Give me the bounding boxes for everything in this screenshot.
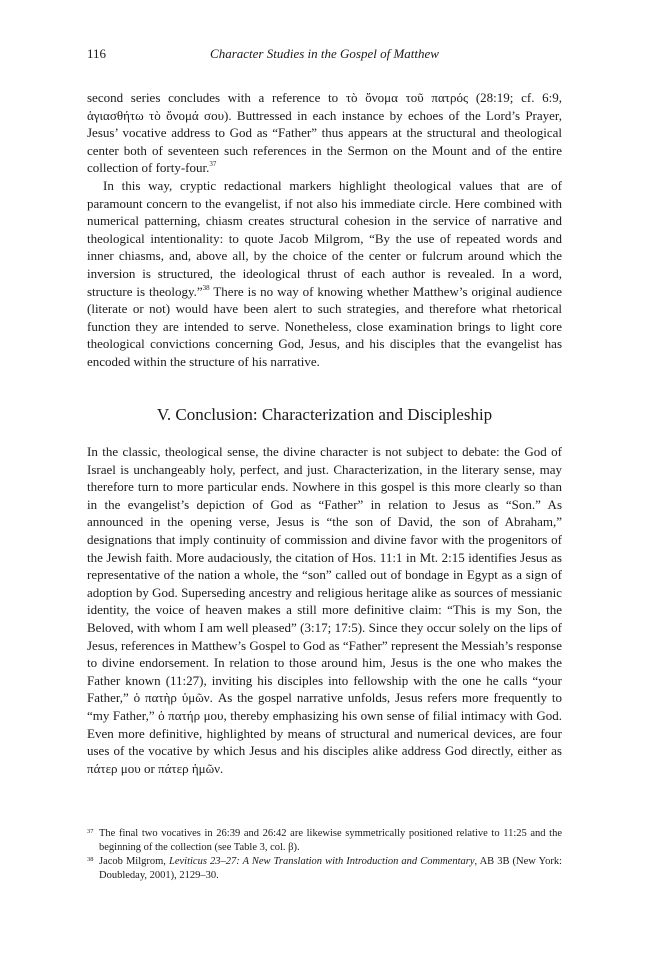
section-heading: V. Conclusion: Characterization and Discipleship	[156, 405, 493, 424]
paragraph-2-text-b: There is no way of knowing whether Matthew’s original audience (literate or not) would have been alert to such strategies, and therefore what rhetorical function they are intended to serve. Nonetheless, close examination brings to light core theological convictions concerning God, Jesus, and his disciples that the evangelist has encoded within the structure of his narrative.	[87, 283, 562, 369]
paragraph-1-text: second series concludes with a reference to τὸ ὄνομα τοῦ πατρός (28:19; cf. 6:9, ἁγιασθήτω τὸ ὄνομά σου). Buttressed in each instance by echoes of the Lord’s Prayer, Jesus’ vocative address to God as “Father” thus appears at the structural and theological center both of seventeen such references in the Sermon on the Mount and of the entire collection of forty-four.	[87, 90, 562, 176]
footnote-38-citation: , AB 3B (New York: Doubleday, 2001), 2129–30.	[99, 856, 562, 881]
paragraph-2-text-a: In this way, cryptic redactional markers highlight theological values that are of paramount concern to the evangelist, if not also his immediate circle. Here combined with numerical patterning, chiasm creates structural cohesion in the service of narrative and theological intentionality: to quote Jacob Milgrom, “By the use of repeated words and inner chiasms, and, above all, by the choice of the center or fulcrum around which the inversion is structured, the ideological thrust of each author is revealed. In a word, structure is theology.”	[87, 177, 562, 299]
footnote-37	[87, 827, 562, 855]
conclusion-text	[87, 443, 562, 777]
body-text	[87, 89, 562, 371]
paragraph-2	[87, 177, 562, 371]
footnote-mark-37: 37	[87, 828, 94, 835]
footnotes	[87, 827, 562, 883]
conclusion-paragraph: In the classic, theological sense, the divine character is not subject to debate: the God of Israel is unchangeably holy, perfect, and just. Characterization, in the literary sense, may therefore turn to more particular ends. Nowhere in this gospel is this more clearly so than in the evangelist’s depiction of God as “Father” in relation to Jesus as “Son.” As announced in the opening verse, Jesus is “the son of David, the son of Abraham,” designations that imply continuity of commission and divine favor with the progenitors of the Jewish faith. More audaciously, the citation of Hos. 11:1 in Mt. 2:15 identifies Jesus as representative of the nation a whole, the “son” called out of bondage in Egypt as a sign of adoption by God. Superseding ancestry and religious heritage alike as sources of messianic identity, the voice of heaven makes a still more definitive claim: “This is my Son, the Beloved, with whom I am well pleased” (3:17; 17:5). Since they occur solely on the lips of Jesus, references in Matthew’s Gospel to God as “Father” represent the Messiah’s response to divine endorsement. In relation to those around him, Jesus is the one who makes the Father known (11:27), inviting his disciples into fellowship with the one he calls “your Father,” ὁ πατὴρ ὑμῶν. As the gospel narrative unfolds, Jesus refers more frequently to “my Father,” ὁ πατήρ μου, thereby emphasizing his own sense of filial intimacy with God. Even more definitive, highlighted by means of structural and numerical devices, are four uses of the vocative by which Jesus and his disciples alike address God directly, either as πάτερ μου or πάτερ ἡμῶν.	[87, 444, 562, 776]
footnote-mark-38: 38	[87, 856, 94, 863]
paragraph-1	[87, 89, 562, 177]
footnote-ref-38[interactable]: 38	[202, 283, 210, 292]
footnote-ref-37[interactable]: 37	[209, 160, 217, 169]
page-number: 116	[87, 46, 107, 61]
running-title: Character Studies in the Gospel of Matthew	[210, 46, 439, 61]
footnote-38	[87, 855, 562, 883]
footnote-38-book-title: Leviticus 23–27: A New Translation with Introduction and Commentary	[169, 856, 475, 867]
footnote-37-text: The final two vocatives in 26:39 and 26:42 are likewise symmetrically positioned relative to 11:25 and the beginning of the collection (see Table 3, col. β).	[99, 828, 562, 853]
footnote-38-author: Jacob Milgrom,	[99, 856, 169, 867]
